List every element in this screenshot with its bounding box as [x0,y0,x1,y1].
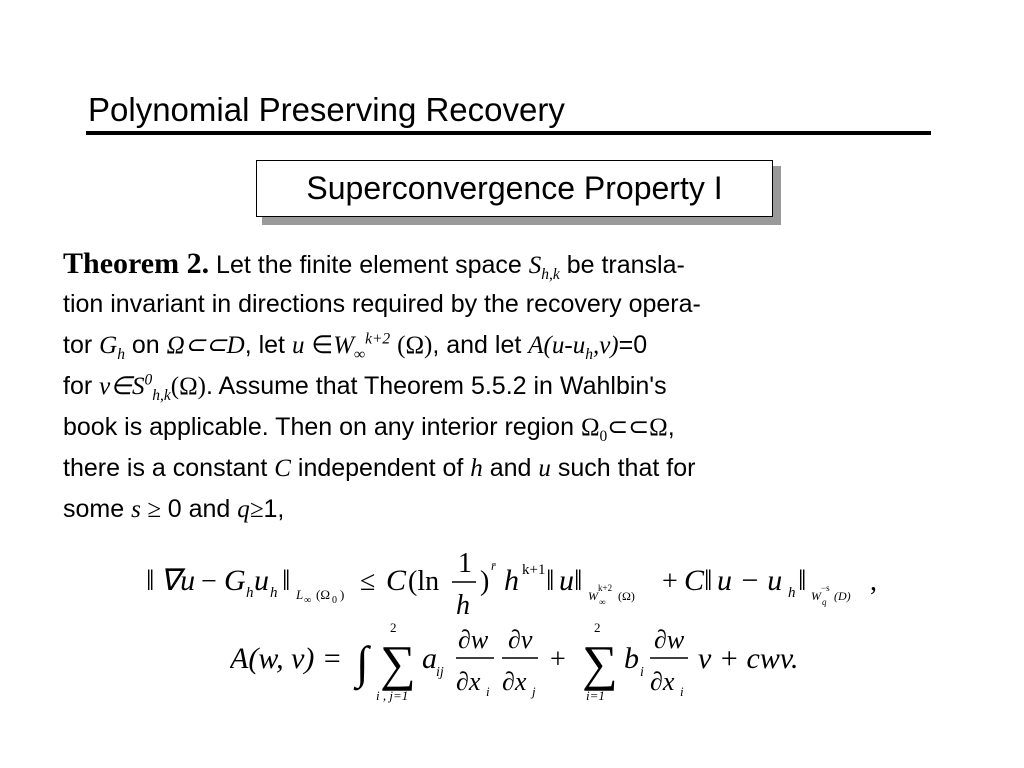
theorem-line-2: tion invariant in directions required by the recovery opera- [63,290,701,318]
svg-text:k+1: k+1 [522,562,546,578]
svg-text:‖: ‖ [146,564,155,597]
bilinear-form-formula [230,618,800,708]
svg-text:i , j=1: i , j=1 [376,688,409,703]
svg-text:(D): (D) [834,589,851,603]
svg-text:∑: ∑ [380,635,416,691]
svg-text:h: h [246,585,254,601]
svg-text:r̄: r̄ [491,559,496,573]
math-S: $S_{h,k}$ [528,252,560,283]
svg-text:G: G [224,564,246,597]
svg-text:∂x: ∂x [650,667,675,696]
svg-text:∫: ∫ [356,637,369,688]
svg-text:‖: ‖ [282,564,291,597]
svg-text:u: u [559,564,574,597]
svg-text:∞: ∞ [304,595,312,606]
svg-text:h: h [270,585,278,601]
svg-text:h: h [456,590,470,621]
svg-text:h: h [788,585,796,601]
svg-text:W: W [811,589,821,603]
svg-text:j: j [532,684,536,699]
math-W: $W_\infty^{k+2}$ [333,330,391,363]
theorem-line-7: some s ≥ 0 and q≥1, [63,495,285,523]
svg-text:L: L [296,587,304,602]
svg-text:q: q [822,597,827,607]
theorem-label: Theorem 2. [63,247,210,280]
math-A: $A(u-u_h,v)$ [528,332,619,363]
svg-text:−s: −s [821,583,830,593]
svg-text:+: + [550,644,566,675]
svg-text:+: + [662,566,678,597]
theorem-block [63,243,943,530]
svg-text:−: − [201,566,217,597]
svg-text:‖: ‖ [546,564,555,597]
svg-text:∂v: ∂v [508,625,533,654]
svg-text:C: C [386,564,407,597]
slide-title: Polynomial Preserving Recovery [88,91,565,128]
svg-text:h: h [504,564,519,597]
svg-text:∂x: ∂x [502,667,527,696]
svg-text:2: 2 [594,620,601,635]
svg-text:∞: ∞ [599,597,606,607]
math-omega0: $\Omega_0\subset\subset\Omega$ [580,414,668,445]
svg-text:‖: ‖ [704,564,713,597]
title-underline [86,131,931,135]
svg-text:W: W [588,589,598,603]
theorem-line-1 [63,243,943,284]
svg-text:∂x: ∂x [456,667,481,696]
svg-text:k+2: k+2 [598,583,613,593]
svg-text:,: , [870,566,877,597]
theorem-line-6: there is a constant C independent of h and u such that for [63,454,696,482]
svg-text:i=1: i=1 [586,688,605,703]
svg-text:2: 2 [390,620,397,635]
text: Let the finite element space [216,251,522,279]
svg-text:C: C [684,564,705,597]
math-domain: Ω⊂⊂D [166,332,245,359]
subtitle-frame [256,160,773,217]
svg-text:‖: ‖ [574,564,583,597]
subtitle-text: Superconvergence Property I [306,170,723,206]
svg-text:v + cwv.: v + cwv. [698,642,799,675]
svg-text:a: a [422,642,437,675]
svg-text:∂w: ∂w [458,625,489,654]
svg-text:): ) [480,566,490,597]
svg-text:): ) [340,587,345,602]
math-G: $G_h$ [99,332,125,363]
svg-text:u: u [254,564,269,597]
svg-text:≤: ≤ [360,566,376,597]
math-v-in-S: $v\in S^0_{h,k}$ [99,371,171,404]
svg-text:i: i [486,684,490,699]
svg-text:A(w, v) =: A(w, v) = [230,642,343,675]
error-estimate-formula [146,542,886,622]
svg-text:1: 1 [458,548,472,579]
svg-text:i: i [640,665,644,680]
subtitle-box [256,160,773,217]
svg-text:(Ω: (Ω [316,587,330,602]
theorem-line-4: for $v\in S^0_{h,k}(\Omega)$. Assume that Theorem 5.5.2 in Wahlbin's [63,371,667,404]
theorem-line-3: tor $G_h$ on Ω⊂⊂D, let u $\in W_\infty^{k+2}$ (Ω), and let $A(u-u_h,v)=0$ [63,330,648,363]
svg-text:u − u: u − u [717,564,783,597]
svg-text:ij: ij [436,665,444,680]
svg-text:b: b [624,642,639,675]
svg-text:(Ω): (Ω) [618,589,635,603]
svg-text:0: 0 [332,595,337,606]
svg-text:∂w: ∂w [654,625,685,654]
svg-text:∇u: ∇u [160,564,196,597]
svg-text:‖: ‖ [798,564,807,597]
svg-text:i: i [680,684,684,699]
theorem-line-5: book is applicable. Then on any interior region $\Omega_0\subset\subset\Omega$, [63,413,675,445]
svg-text:∑: ∑ [582,635,618,691]
svg-text:(ln: (ln [408,566,440,597]
text: be transla- [566,251,685,279]
math-u: u [291,332,305,359]
